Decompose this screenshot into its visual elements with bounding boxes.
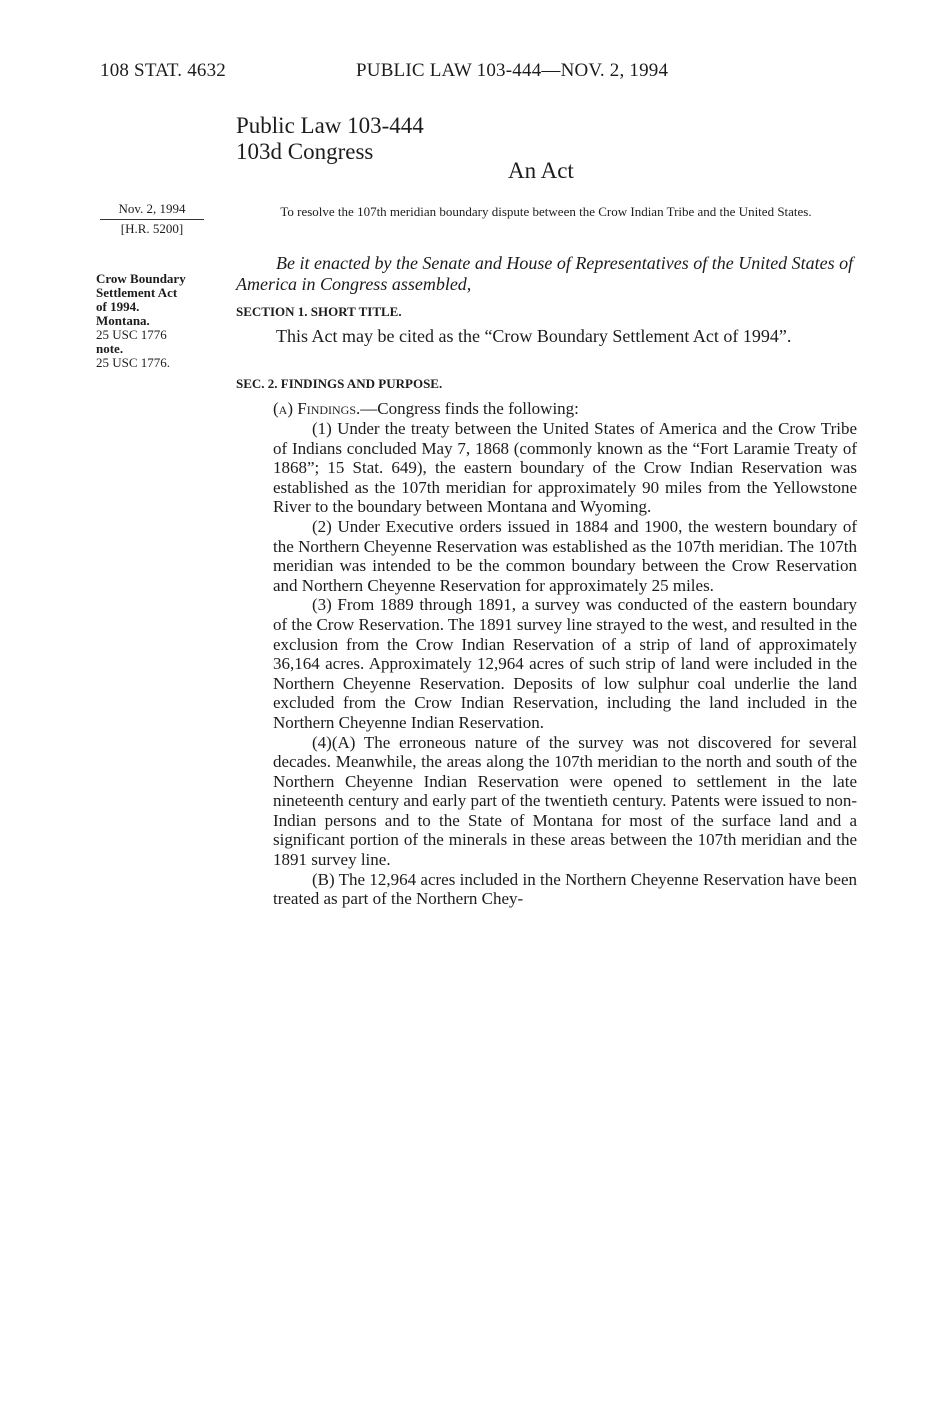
section-1-text: This Act may be cited as the “Crow Boundary Settlement Act of 1994”. xyxy=(276,326,792,346)
margin-bill-number: [H.R. 5200] xyxy=(120,221,184,236)
margin-note: 25 USC 1776 xyxy=(96,327,167,342)
purpose-statement: To resolve the 107th meridian boundary dispute between the Crow Indian Tribe and the United States. xyxy=(280,204,812,219)
margin-note: Settlement Act xyxy=(96,285,178,300)
congress-number: 103d Congress xyxy=(236,139,374,164)
finding-paragraph-1: (1) Under the treaty between the United States of America and the Crow Tribe of Indians concluded May 7, 1868 (commonly known as the “Fort Laramie Treaty of 1868”; 15 Stat. 649), the eastern boundary of the Crow Indian Reservation was established as the 107th meridian for approximately 90 miles from the Yellowstone River to the boundary between Montana and Wyoming. xyxy=(273,419,857,517)
findings-lead xyxy=(236,399,857,419)
findings-label: (a) Findings. xyxy=(273,399,361,418)
running-head-page: 108 STAT. 4632 xyxy=(100,60,227,81)
finding-paragraph-4b: (B) The 12,964 acres included in the Northern Cheyenne Reservation have been treated as part of the Northern Chey- xyxy=(273,869,857,909)
running-head-law: PUBLIC LAW 103-444—NOV. 2, 1994 xyxy=(356,60,669,81)
findings-block xyxy=(236,399,857,909)
finding-paragraph-3: (3) From 1889 through 1891, a survey was conducted of the eastern boundary of the Crow Reservation. The 1891 survey line strayed to the west, and resulted in the exclusion from the Crow Indian Reservation of a strip of land of approximately 36,164 acres. Approximately 12,964 acres of such strip of land were included in the Northern Cheyenne Reservation. Deposits of low sulphur coal underlie the land excluded from the Crow Indian Reservation, including the land included in the Northern Cheyenne Indian Reservation. xyxy=(273,595,857,732)
enacting-clause: Be it enacted by the Senate and House of Representatives of the United States of America in Congress assembled, xyxy=(236,253,854,294)
section-2-heading: SEC. 2. FINDINGS AND PURPOSE. xyxy=(236,376,443,391)
findings-lead-text: —Congress finds the following: xyxy=(360,399,579,418)
margin-note: 25 USC 1776. xyxy=(96,355,171,370)
margin-note: Montana. xyxy=(96,313,150,328)
margin-date: Nov. 2, 1994 xyxy=(100,202,204,220)
finding-paragraph-4a: (4)(A) The erroneous nature of the survey was not discovered for several decades. Meanwhile, the areas along the 107th meridian to the north and south of the Northern Cheyenne Indian Reservation were opened to settlement in the late nineteenth century and early part of the twentieth century. Patents were issued to non-Indian persons and to the State of Montana for most of the surface land and a significant portion of the minerals in these areas between the 107th meridian and the 1891 survey line. xyxy=(273,732,857,870)
section-1-heading: SECTION 1. SHORT TITLE. xyxy=(236,304,402,319)
margin-note: of 1994. xyxy=(96,299,140,314)
margin-note: note. xyxy=(96,341,124,356)
margin-note: Crow Boundary xyxy=(96,271,186,286)
law-number: Public Law 103-444 xyxy=(236,113,424,138)
finding-paragraph-2: (2) Under Executive orders issued in 1884 and 1900, the western boundary of the Northern Cheyenne Reservation was established as the 107th meridian. The 107th meridian was intended to be the common boundary between the Crow Reservation and Northern Cheyenne Reservation for approximately 25 miles. xyxy=(273,516,857,595)
margin-notes xyxy=(96,272,221,370)
an-act-heading: An Act xyxy=(508,158,574,183)
